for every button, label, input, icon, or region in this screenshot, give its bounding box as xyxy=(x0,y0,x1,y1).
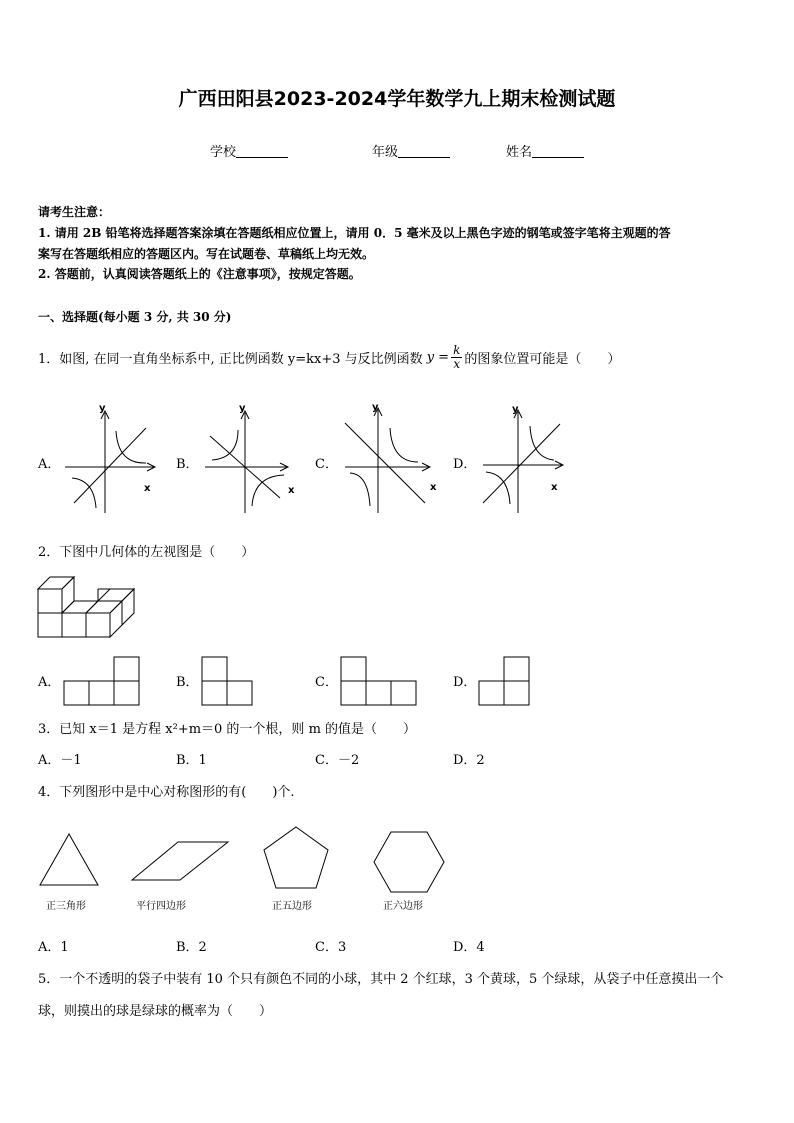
y-axis-label: y xyxy=(239,403,246,414)
q2-option-b: B． xyxy=(176,675,199,690)
section-heading: 一、选择题(每小题 3 分, 共 30 分) xyxy=(38,310,232,324)
q2-option-c: C． xyxy=(315,675,338,690)
x-axis-label: x xyxy=(144,483,151,494)
q2-option-b-view xyxy=(200,655,256,707)
q2-solid-figure xyxy=(36,575,138,639)
x-axis-label: x xyxy=(288,485,295,496)
q3-option-d: D．2 xyxy=(453,753,485,768)
name-label: 姓名 xyxy=(506,145,533,160)
y-axis-label: y xyxy=(372,402,379,413)
q4-option-d: D．4 xyxy=(453,940,485,955)
q1-fraction xyxy=(451,344,462,371)
grade-blank xyxy=(398,144,450,158)
triangle-label: 正三角形 xyxy=(46,901,86,912)
question-5-line2: 球，则摸出的球是绿球的概率为（ ） xyxy=(38,1004,273,1019)
notice-heading: 请考生注意： xyxy=(38,205,111,219)
q3-option-b: B．1 xyxy=(176,753,207,768)
regular-pentagon-shape xyxy=(262,825,330,891)
hyperbola-branch-1 xyxy=(212,430,238,460)
q2-option-d: D． xyxy=(453,675,477,690)
hyperbola-branch-2 xyxy=(252,475,284,506)
q1-option-b: B． xyxy=(176,457,199,472)
q1-graph-d xyxy=(478,398,578,513)
school-field xyxy=(210,141,288,160)
q1-frac-den: x xyxy=(453,356,461,371)
q1-option-c: C． xyxy=(315,457,338,472)
grade-label: 年级 xyxy=(372,145,399,160)
q1-graph-b xyxy=(200,398,300,513)
question-4: 4．下列图形中是中心对称图形的有( )个. xyxy=(38,785,295,800)
hyperbola-branch-1 xyxy=(390,428,418,462)
q1-prefix: 1．如图, 在同一直角坐标系中, 正比例函数 y=kx+3 与反比例函数 xyxy=(38,351,423,367)
q2-option-a: A． xyxy=(38,675,61,690)
q4-option-b: B．2 xyxy=(176,940,207,955)
notice-item2: 2. 答题前，认真阅读答题纸上的《注意事项》，按规定答题。 xyxy=(38,267,361,281)
q2-option-a-view xyxy=(62,655,142,707)
parallelogram-label: 平行四边形 xyxy=(136,901,186,912)
q2-option-c-view xyxy=(339,655,419,707)
q1-frac-num: k xyxy=(453,342,461,357)
x-axis-label: x xyxy=(430,482,437,493)
grade-field xyxy=(372,141,450,160)
q1-option-a: A． xyxy=(38,457,61,472)
linear-function-line xyxy=(483,424,560,503)
hyperbola-branch-2 xyxy=(350,473,370,506)
y-axis-label: y xyxy=(99,403,106,414)
q1-suffix: 的图象位置可能是（ ） xyxy=(464,351,621,367)
name-field xyxy=(506,141,584,160)
q1-y-eq: y = xyxy=(426,349,450,365)
q3-option-c: C．－2 xyxy=(315,753,360,768)
pentagon-label: 正五边形 xyxy=(272,901,312,912)
parallelogram-shape xyxy=(130,840,230,882)
x-axis-label: x xyxy=(551,482,558,493)
name-blank xyxy=(532,144,584,158)
linear-function-line xyxy=(74,428,146,503)
question-1 xyxy=(38,340,620,374)
linear-function-line xyxy=(345,423,425,503)
q1-option-d: D． xyxy=(453,457,477,472)
y-axis-label: y xyxy=(512,404,519,415)
question-5-line1: 5．一个不透明的袋子中装有 10 个只有颜色不同的小球，其中 2 个红球，3 个黄球，5 个绿球，从袋子中任意摸出一个 xyxy=(38,972,724,987)
hyperbola-branch-1 xyxy=(116,431,146,463)
school-blank xyxy=(236,144,288,158)
notice-item1-line2: 案写在答题纸相应的答题区内。写在试题卷、草稿纸上均无效。 xyxy=(38,247,375,261)
page-title: 广西田阳县2023-2024学年数学九上期末检测试题 xyxy=(178,88,616,110)
q1-graph-a xyxy=(60,398,160,513)
hexagon-label: 正六边形 xyxy=(383,901,423,912)
question-2: 2．下图中几何体的左视图是（ ） xyxy=(38,545,255,560)
q4-option-a: A．1 xyxy=(38,940,69,955)
question-3: 3．已知 x＝1 是方程 x²+m＝0 的一个根，则 m 的值是（ ） xyxy=(38,722,417,737)
q2-option-d-view xyxy=(477,655,533,707)
q1-graph-c xyxy=(340,398,440,513)
q3-option-a: A．－1 xyxy=(38,753,82,768)
notice-item1-line1: 1. 请用 2B 铅笔将选择题答案涂填在答题纸相应位置上，请用 0．5 毫米及以上黑色字迹的钢笔或签字笔将主观题的答 xyxy=(38,226,671,240)
regular-hexagon-shape xyxy=(372,830,446,894)
q4-option-c: C．3 xyxy=(315,940,347,955)
school-label: 学校 xyxy=(210,145,237,160)
equilateral-triangle-shape xyxy=(38,832,100,888)
